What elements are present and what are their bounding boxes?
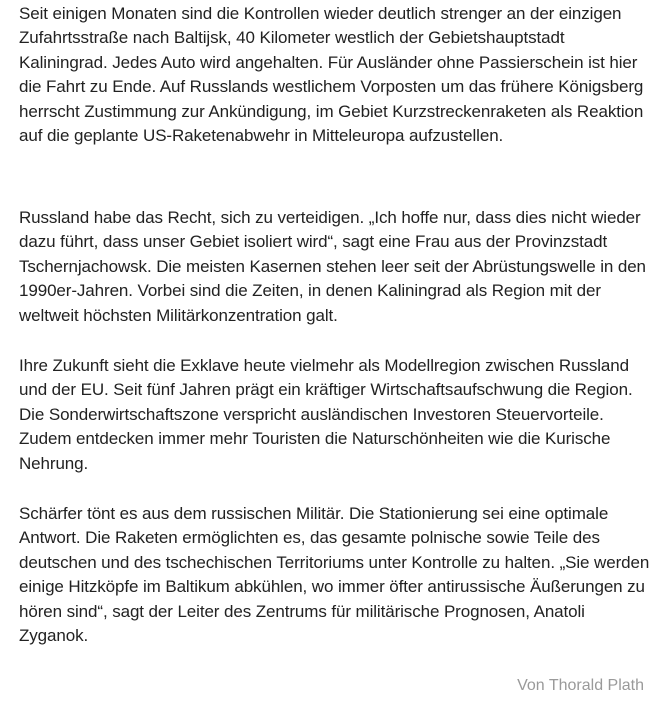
author-byline: Von Thorald Plath (517, 677, 644, 694)
article-paragraph-4: Schärfer tönt es aus dem russischen Militär. Die Stationierung sei eine optimale Antwort. Die Raketen ermöglichten es, das gesamte polnische sowie Teile des deutschen und des tschechischen Territoriums unter Kontrolle zu halten. „Sie werden einige Hitzköpfe im Baltikum abkühlen, wo immer öfter antirussische Äußerungen zu hören sind“, sagt der Leiter des Zentrums für militärische Prognosen, Anatoli Zyganok. (19, 504, 650, 646)
article-paragraph-3: Ihre Zukunft sieht die Exklave heute vielmehr als Modellregion zwischen Russland und der EU. Seit fünf Jahren prägt ein kräftiger Wirtschaftsaufschwung die Region. Die Sonderwirtschaftszone verspricht ausländischen Investoren Steuervorteile. Zudem entdecken immer mehr Touristen die Naturschönheiten wie die Kurische Nehrung. (19, 356, 633, 473)
article-paragraph-1: Seit einigen Monaten sind die Kontrollen wieder deutlich strenger an der einzigen Zufahrtsstraße nach Baltijsk, 40 Kilometer westlich der Gebietshauptstadt Kaliningrad. Jedes Auto wird angehalten. Für Ausländer ohne Passierschein ist hier die Fahrt zu Ende. Auf Russlands westlichem Vorposten um das frühere Königsberg herrscht Zustimmung zur Ankündigung, im Gebiet Kurzstreckenraketen als Reaktion auf die geplante US-Raketenabwehr in Mitteleuropa aufzustellen. (19, 4, 644, 146)
article-paragraph-2: Russland habe das Recht, sich zu verteidigen. „Ich hoffe nur, dass dies nicht wieder dazu führt, dass unser Gebiet isoliert wird“, sagt eine Frau aus der Provinzstadt Tschernjachowsk. Die meisten Kasernen stehen leer seit der Abrüstungswelle in den 1990er-Jahren. Vorbei sind die Zeiten, in denen Kaliningrad als Region mit der weltweit höchsten Militärkonzentration galt. (19, 208, 646, 325)
